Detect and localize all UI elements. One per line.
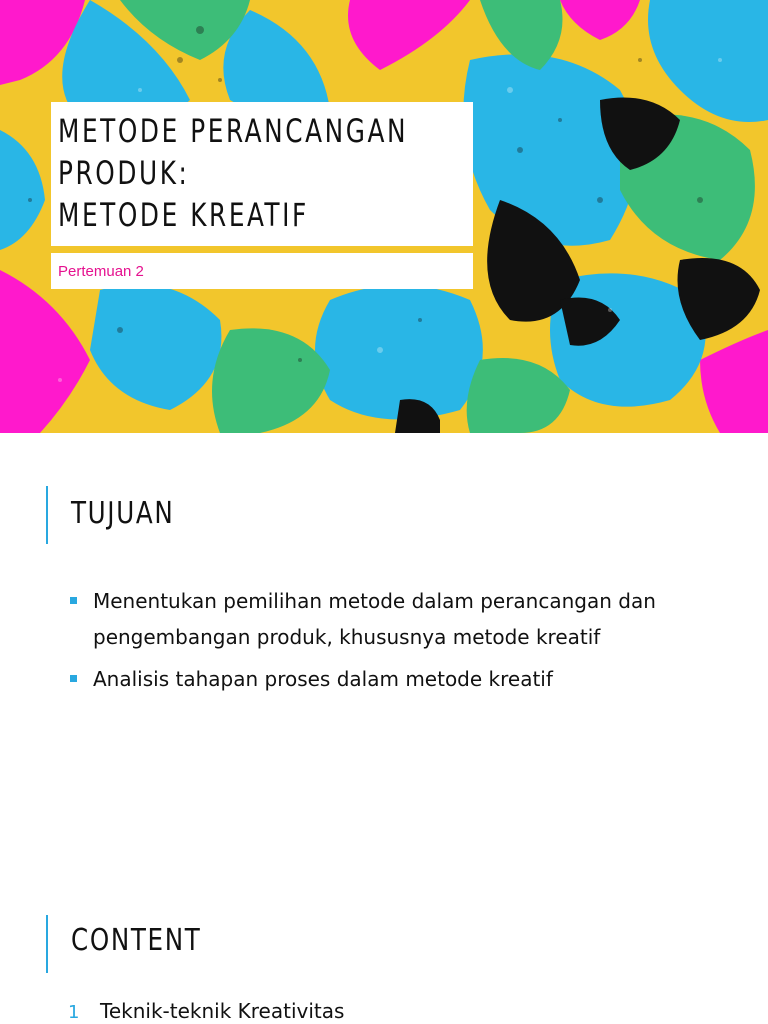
title-line-3: METODE KREATIF bbox=[58, 196, 309, 234]
title-line-1: METODE PERANCANGAN bbox=[58, 112, 409, 150]
bullet-text: Analisis tahapan proses dalam metode kreatif bbox=[93, 667, 553, 691]
title-box bbox=[51, 102, 473, 246]
slide-heading: CONTENT bbox=[71, 923, 202, 958]
slide-heading: TUJUAN bbox=[71, 496, 175, 531]
list-item bbox=[70, 583, 710, 655]
subtitle: Pertemuan 2 bbox=[58, 263, 144, 280]
content-slide bbox=[0, 915, 768, 1024]
bullet-list bbox=[70, 583, 710, 703]
title-line-2: PRODUK: bbox=[58, 154, 190, 192]
tujuan-slide bbox=[0, 433, 768, 915]
heading-accent-bar bbox=[46, 486, 48, 544]
subtitle-box bbox=[51, 253, 473, 289]
item-label: Teknik-teknik Kreativitas bbox=[100, 999, 345, 1023]
bullet-text: Menentukan pemilihan metode dalam perancangan dan pengembangan produk, khususnya metode kreatif bbox=[93, 589, 656, 649]
heading-accent-bar bbox=[46, 915, 48, 973]
list-item bbox=[70, 661, 710, 697]
list-item bbox=[68, 997, 344, 1024]
title-slide bbox=[0, 0, 768, 433]
numbered-list bbox=[68, 997, 344, 1024]
item-number: 1 bbox=[68, 1002, 80, 1023]
square-bullet-icon bbox=[70, 675, 77, 682]
square-bullet-icon bbox=[70, 597, 77, 604]
